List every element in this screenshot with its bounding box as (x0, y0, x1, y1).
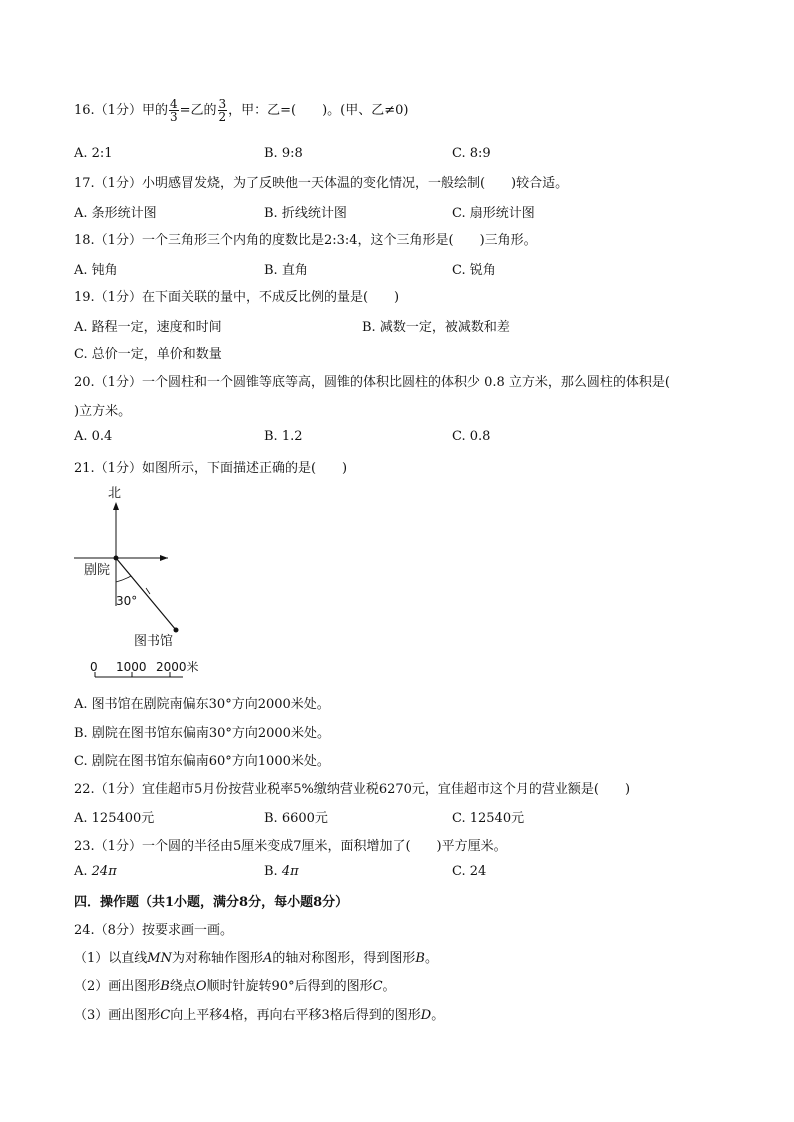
figure-angle-arc (116, 576, 131, 582)
q24-step-1 (74, 947, 438, 966)
figure-scale-label-0: 0 (90, 660, 98, 674)
q22-option-c[interactable]: C. 12540元 (452, 811, 525, 826)
question-20-line-2: )立方米。 (74, 404, 132, 419)
q17-option-b[interactable]: B. 折线统计图 (264, 206, 347, 221)
figure-east-arrow-icon (160, 555, 168, 561)
figure-north-label: 北 (108, 486, 122, 501)
q24-step-2-text-c: 顺时针旋转90°后得到的图形 (206, 979, 373, 994)
q24-step-2-point-o: O (195, 979, 207, 994)
q23-option-a[interactable] (74, 864, 117, 879)
section-4-heading: 四．操作题（共1小题，满分8分，每小题8分） (74, 895, 349, 910)
q17-option-a[interactable]: A. 条形统计图 (74, 206, 157, 221)
figure-scale-label-2000: 2000米 (156, 660, 199, 674)
question-20-line-1: 20.（1分）一个圆柱和一个圆锥等底等高，圆锥的体积比圆柱的体积少 0.8 立方米，那么圆柱的体积是( (74, 375, 670, 390)
q19-option-c[interactable]: C. 总价一定，单价和数量 (74, 347, 222, 362)
q16-fraction-2 (218, 98, 228, 123)
q24-step-1-figure-b: B (415, 951, 425, 966)
q22-option-b[interactable]: B. 6600元 (264, 811, 328, 826)
q23-option-a-label: A. (74, 864, 92, 879)
q23-option-a-value: 24π (91, 864, 117, 879)
question-24: 24.（8分）按要求画一画。 (74, 923, 233, 938)
q24-step-2 (74, 975, 396, 994)
q16-fraction-1 (169, 98, 179, 123)
figure-theater-label: 剧院 (84, 563, 111, 578)
q23-option-b[interactable] (264, 864, 299, 879)
q24-step-3-figure-d: D (420, 1008, 432, 1023)
q16-option-b[interactable]: B. 9:8 (264, 146, 303, 161)
q16-fraction-2-num: 3 (218, 97, 227, 111)
question-19: 19.（1分）在下面关联的量中，不成反比例的量是( ) (74, 290, 400, 305)
q23-option-c[interactable]: C. 24 (452, 864, 487, 879)
q20-option-c[interactable]: C. 0.8 (452, 429, 491, 444)
figure-angle-label: 30° (116, 594, 138, 608)
q24-step-1-text-d: 。 (424, 951, 438, 966)
q24-step-1-text-b: 为对称轴作图形 (171, 951, 263, 966)
q23-option-b-label: B. (264, 864, 282, 879)
q22-option-a[interactable]: A. 125400元 (74, 811, 155, 826)
q19-option-b[interactable]: B. 减数一定，被减数和差 (362, 320, 510, 335)
question-21: 21.（1分）如图所示，下面描述正确的是( ) (74, 461, 348, 476)
q21-option-b[interactable]: B. 剧院在图书馆东偏南30°方向2000米处。 (74, 726, 330, 741)
q24-step-3-text-c: 。 (431, 1008, 445, 1023)
q16-fraction-1-num: 4 (169, 97, 178, 111)
q16-option-a[interactable]: A. 2:1 (74, 146, 113, 161)
q24-step-1-mn: MN (147, 951, 172, 966)
q24-step-3 (74, 1004, 444, 1023)
question-22: 22.（1分）宜佳超市5月份按营业税率5%缴纳营业税6270元，宜佳超市这个月的营业额是( ) (74, 782, 631, 797)
question-18: 18.（1分）一个三角形三个内角的度数比是2:3:4，这个三角形是( )三角形。 (74, 233, 537, 248)
question-23: 23.（1分）一个圆的半径由5厘米变成7厘米，面积增加了( )平方厘米。 (74, 839, 507, 854)
figure-north-arrow-icon (113, 502, 119, 510)
q24-step-2-text-a: （2）画出图形 (74, 979, 161, 994)
q23-option-b-value: 4π (281, 864, 299, 879)
q24-step-1-figure-a: A (262, 951, 273, 966)
q24-step-1-text-c: 的轴对称图形，得到图形 (272, 951, 416, 966)
q16-text-3: ，甲：乙=( )。(甲、乙≠0) (228, 103, 409, 118)
q18-option-a[interactable]: A. 钝角 (74, 263, 118, 278)
q21-option-c[interactable]: C. 剧院在图书馆东偏南60°方向1000米处。 (74, 754, 330, 769)
q18-option-b[interactable]: B. 直角 (264, 263, 308, 278)
q16-option-c[interactable]: C. 8:9 (452, 146, 491, 161)
q17-option-c[interactable]: C. 扇形统计图 (452, 206, 535, 221)
q24-step-3-text-a: （3）画出图形 (74, 1008, 161, 1023)
q16-text-2: =乙的 (179, 103, 217, 118)
q16-fraction-1-den: 3 (169, 110, 178, 124)
question-16 (74, 98, 408, 123)
q19-option-a[interactable]: A. 路程一定，速度和时间 (74, 320, 222, 335)
q24-step-2-figure-c: C (372, 979, 383, 994)
figure-scale-label-1000: 1000 (116, 660, 147, 674)
q16-text-1: 16.（1分）甲的 (74, 103, 168, 118)
q24-step-3-text-b: 向上平移4格，再向右平移3格后得到的图形 (170, 1008, 421, 1023)
q24-step-1-text-a: （1）以直线 (74, 951, 148, 966)
q20-option-b[interactable]: B. 1.2 (264, 429, 303, 444)
q21-option-a[interactable]: A. 图书馆在剧院南偏东30°方向2000米处。 (74, 697, 330, 712)
figure-library-label: 图书馆 (134, 634, 174, 649)
q24-step-3-figure-c: C (160, 1008, 171, 1023)
figure-tick-mark (146, 588, 150, 594)
q24-step-2-figure-b: B (160, 979, 170, 994)
q18-option-c[interactable]: C. 锐角 (452, 263, 496, 278)
q24-step-2-text-b: 绕点 (169, 979, 196, 994)
figure-library-point (174, 628, 179, 633)
q24-step-2-text-d: 。 (382, 979, 396, 994)
q20-option-a[interactable]: A. 0.4 (74, 429, 113, 444)
question-17: 17.（1分）小明感冒发烧，为了反映他一天体温的变化情况，一般绘制( )较合适。 (74, 176, 569, 191)
q16-fraction-2-den: 2 (218, 110, 227, 124)
q21-direction-figure (68, 482, 208, 682)
